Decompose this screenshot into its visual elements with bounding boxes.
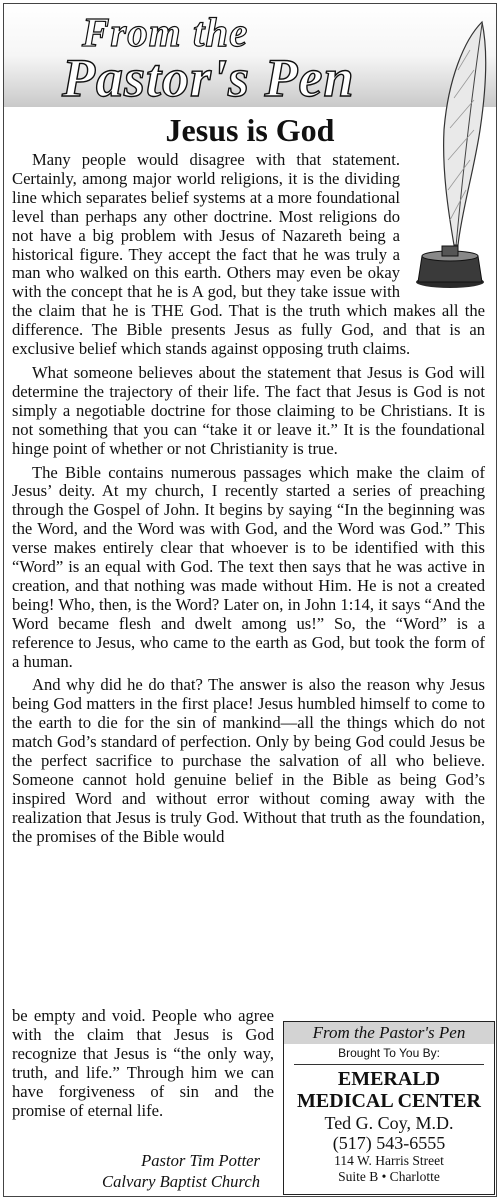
ad-header-band: From the Pastor's Pen <box>284 1022 494 1044</box>
sponsor-ad-box <box>283 1021 495 1195</box>
quill-float-spacer <box>400 151 485 301</box>
article-title: Jesus is God <box>165 112 335 148</box>
header-line-2: Pastor's Pen <box>62 48 355 108</box>
article-paragraph: The Bible contains numerous passages which make the claim of Jesus’ deity. At my church, I recently started a series of preaching through the Gospel of John. It begins by saying “In the beginning was the Word, and the Word was with God, and the Word was God.” This verse makes entirely clear that whoever is to be identified with this “Word” is an equal with God. The text then says that he was active in creation, and that nothing was made without Him. He is not a created being! Who, then, is the Word? Later on, in John 1:14, it says “And the Word became flesh and dwelt among us!” So, the “Word” is a reference to Jesus, who came to the earth as God, but took the form of a human. <box>12 462 485 671</box>
ad-doctor: Ted G. Coy, M.D. <box>324 1113 454 1133</box>
ad-address-2: Suite B • Charlotte <box>338 1169 440 1184</box>
ad-sponsor-name-1: EMERALD <box>337 1068 441 1090</box>
article-closing: be empty and void. People who agree with the claim that Jesus is God recognize that Jesus is “the only way, truth, and life.” Through him we can have forgiveness of sin and the promise of eternal life. <box>12 1006 274 1120</box>
ad-sponsor-name-2: MEDICAL CENTER <box>297 1090 481 1112</box>
ad-address-1: 114 W. Harris Street <box>334 1153 444 1168</box>
ad-phone: (517) 543-6555 <box>332 1133 446 1153</box>
header-line-1: From the <box>82 9 249 55</box>
article-body <box>12 151 485 852</box>
ad-brought-by: Brought To You By: <box>338 1046 440 1060</box>
article-paragraph: What someone believes about the statement that Jesus is God will determine the trajectory of their life. The fact that Jesus is God is not simply a negotiable doctrine for those claiming to be Christians. It is not something that you can “take it or leave it.” It is the foundational hinge point of whether or not Christianity is true. <box>12 362 485 458</box>
article-paragraph: Many people would disagree with that statement. Certainly, among major world religions, it is the dividing line which separates belief systems at a more foundational level than perhaps any other doctrine. Most religions do not have a big problem with Jesus of Nazareth being a historical figure. They accept the fact that he was truly a man who walked on this earth. Others may even be okay with the concept that he is A god, but they take issue with the claim that he is THE God. That is the truth which makes all the difference. The Bible presents Jesus as fully God, and that is an exclusive belief which stands against opposing truth claims. <box>12 150 485 359</box>
article-paragraph: And why did he do that? The answer is also the reason why Jesus being God matters in the first place! Jesus humbled himself to come to the earth to die for the sin of mankind—all the things which do not match God’s standard of perfection. Only by being God could Jesus be the perfect sacrifice to purchase the salvation of all who believe. Someone cannot hold genuine belief in the Bible as being God’s inspired Word and without error without coming away with the realization that Jesus is truly God. Without that truth as the foundation, the promises of the Bible would <box>12 675 485 846</box>
ad-divider <box>294 1064 484 1065</box>
church-name: Calvary Baptist Church <box>102 1172 260 1191</box>
author-name: Pastor Tim Potter <box>141 1151 260 1170</box>
